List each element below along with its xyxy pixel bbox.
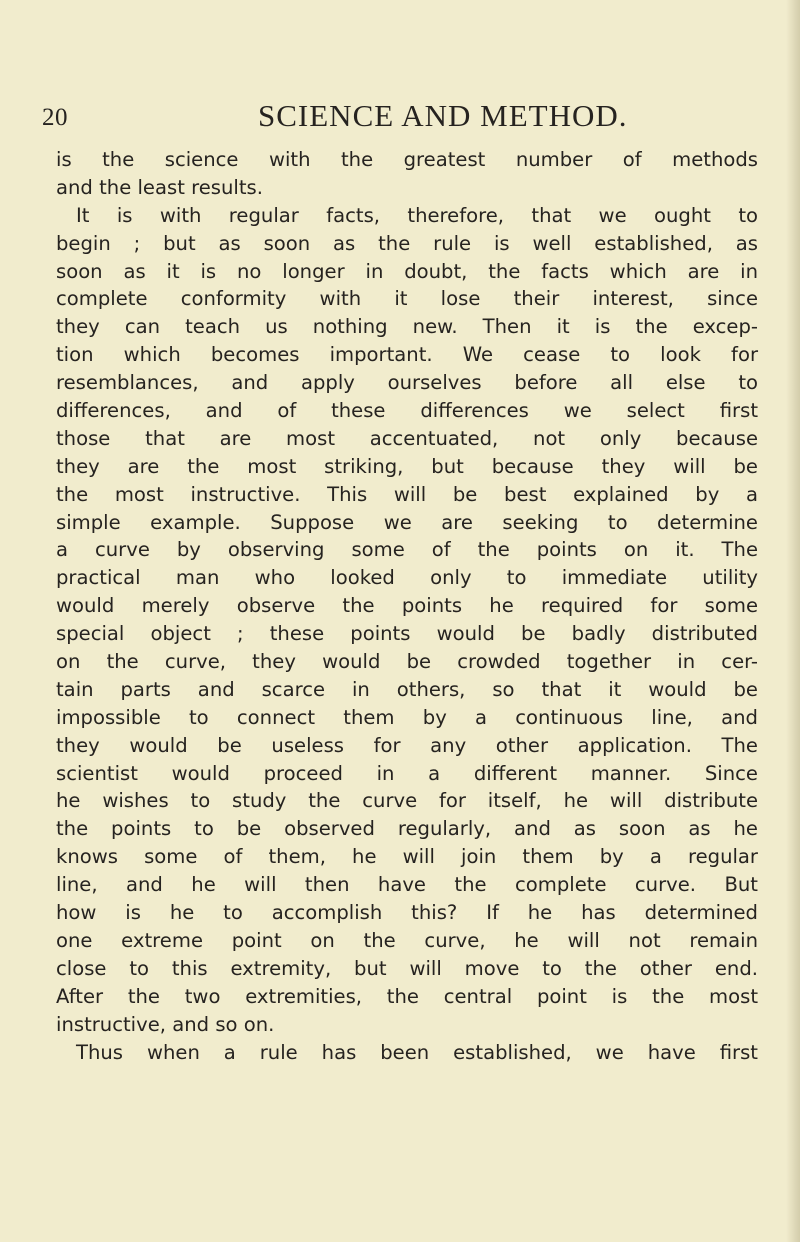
body-text: [56, 146, 758, 1066]
text-line: line, and he will then have the complete curve. But: [56, 873, 758, 897]
text-line: It is with regular facts, therefore, that we ought to: [76, 203, 758, 227]
text-line: differences, and of these differences we select first: [56, 399, 758, 423]
text-line: Thus when a rule has been established, we have first: [76, 1040, 758, 1064]
text-line: they are the most striking, but because they will be: [56, 454, 758, 478]
text-line: complete conformity with it lose their interest, since: [56, 287, 758, 311]
text-line: knows some of them, he will join them by a regular: [56, 845, 758, 869]
text-line: is the science with the greatest number of methods: [56, 148, 758, 171]
text-line: the points to be observed regularly, and as soon as he: [56, 817, 758, 841]
running-head: SCIENCE AND METHOD.: [258, 98, 628, 133]
page-edge-shadow: [786, 0, 800, 1242]
text-line: those that are most accentuated, not only because: [56, 426, 758, 450]
text-line: would merely observe the points he required for some: [56, 594, 758, 618]
text-line: instructive, and so on.: [56, 1012, 275, 1036]
text-line: practical man who looked only to immediate utility: [56, 566, 758, 590]
text-line: special object ; these points would be badly distributed: [56, 622, 758, 646]
text-line: tain parts and scarce in others, so that it would be: [56, 677, 758, 701]
text-line: impossible to connect them by a continuous line, and: [56, 705, 758, 729]
text-line: close to this extremity, but will move to the other end.: [56, 956, 758, 980]
text-line: simple example. Suppose we are seeking to determine: [56, 510, 758, 534]
text-line: soon as it is no longer in doubt, the facts which are in: [56, 259, 758, 283]
text-line: resemblances, and apply ourselves before all else to: [56, 371, 758, 395]
text-line: on the curve, they would be crowded together in cer-: [56, 650, 758, 674]
text-line: a curve by observing some of the points on it. The: [56, 538, 758, 562]
text-line: he wishes to study the curve for itself, he will distribute: [56, 789, 758, 813]
text-line: After the two extremities, the central point is the most: [56, 984, 758, 1008]
text-line: the most instructive. This will be best explained by a: [56, 482, 758, 506]
text-line: one extreme point on the curve, he will not remain: [56, 928, 758, 952]
text-line: how is he to accomplish this? If he has determined: [56, 901, 758, 925]
page-header: [0, 98, 800, 138]
text-line: they would be useless for any other application. The: [56, 733, 758, 757]
text-line: begin ; but as soon as the rule is well established, as: [56, 231, 758, 255]
text-line: scientist would proceed in a different manner. Since: [56, 761, 758, 785]
text-line: tion which becomes important. We cease to look for: [56, 343, 758, 367]
text-line: they can teach us nothing new. Then it is the excep-: [56, 315, 758, 339]
text-line: and the least results.: [56, 175, 263, 199]
page-number: 20: [42, 104, 68, 131]
